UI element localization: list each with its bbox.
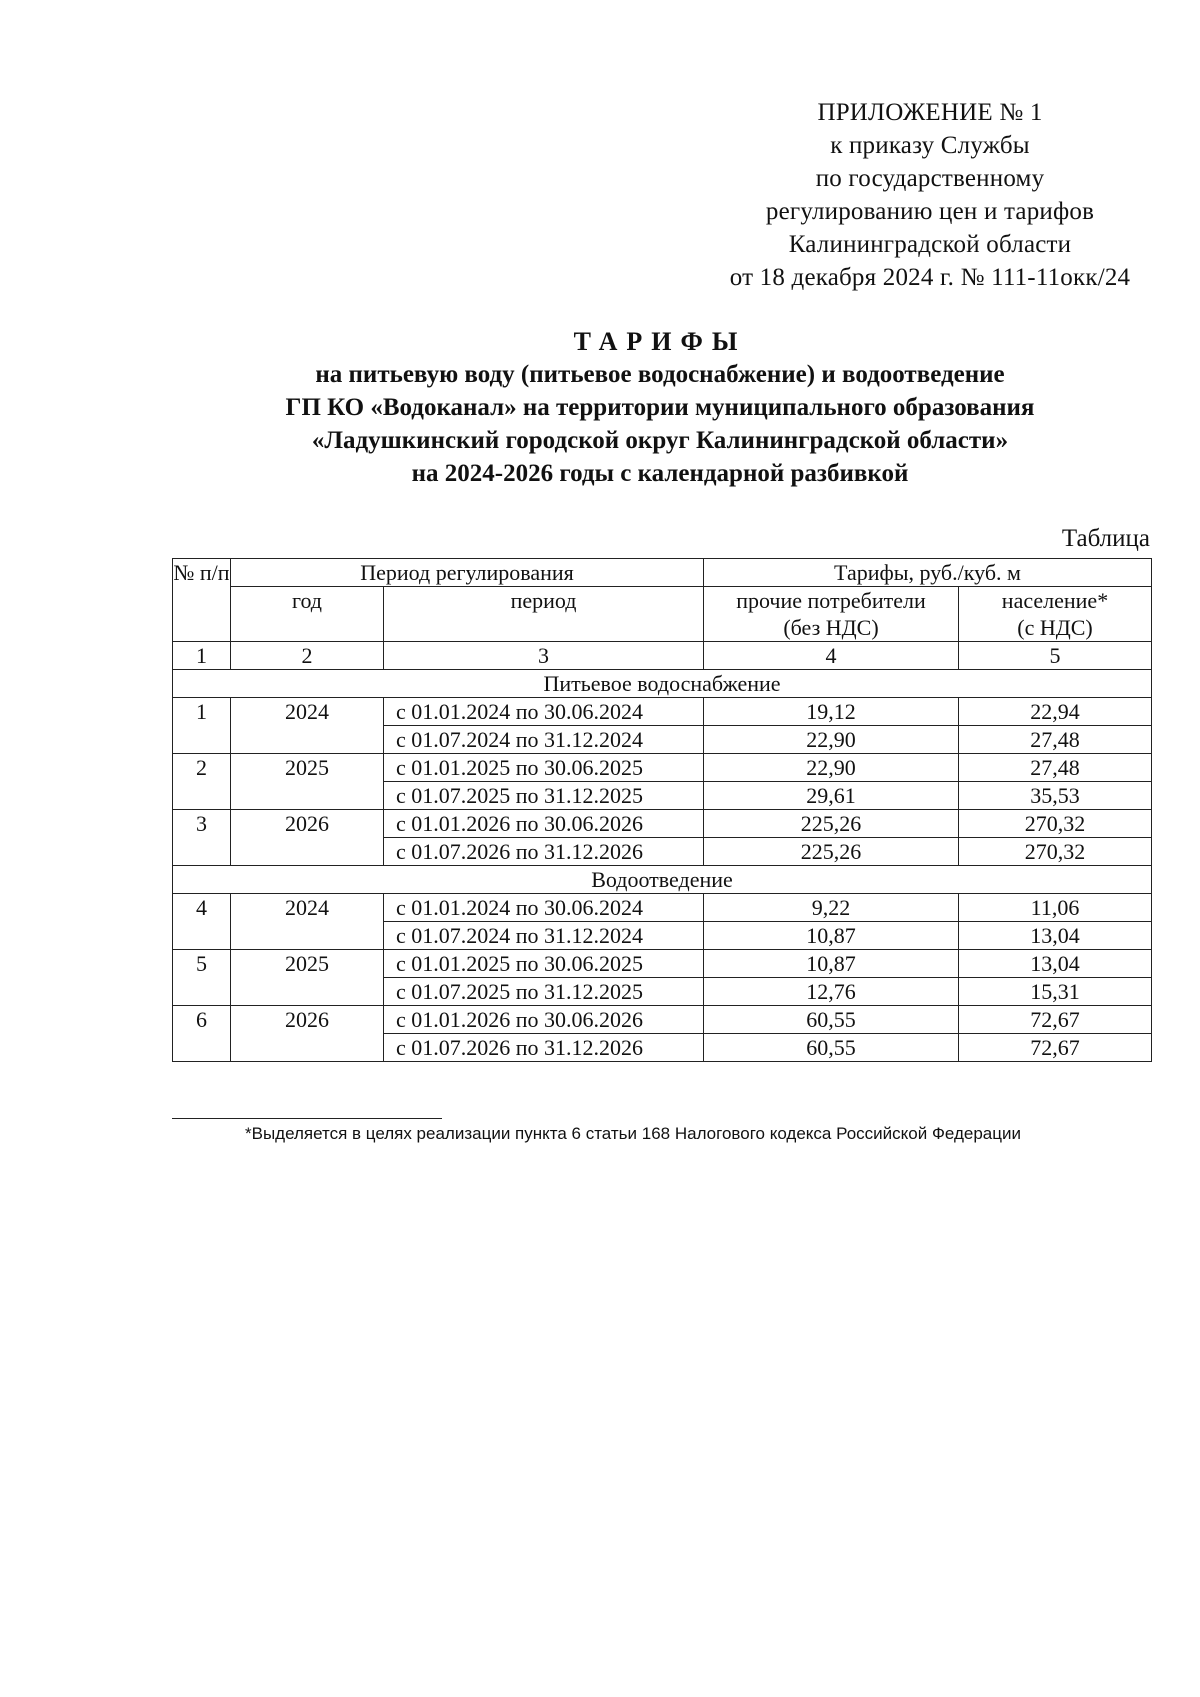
table-row	[173, 782, 1152, 810]
section-row	[173, 866, 1152, 894]
row-other-consumers-tariff: 22,90	[704, 754, 959, 782]
appendix-line: к приказу Службы	[830, 132, 1030, 159]
row-number	[173, 782, 231, 810]
column-number: 3	[384, 642, 704, 670]
document-heading	[170, 325, 1150, 490]
footnote: *Выделяется в целях реализации пункта 6 статьи 168 Налогового кодекса Российской Федерации	[245, 1124, 1021, 1143]
row-other-consumers-tariff: 19,12	[704, 698, 959, 726]
row-other-consumers-tariff: 225,26	[704, 838, 959, 866]
row-period: с 01.01.2024 по 30.06.2024	[384, 894, 704, 922]
header-population-line2: (с НДС)	[1017, 615, 1093, 640]
appendix-line: по государственному	[815, 165, 1045, 192]
appendix-line: ПРИЛОЖЕНИЕ № 1	[817, 99, 1043, 126]
table-row	[173, 838, 1152, 866]
row-year	[231, 978, 384, 1006]
row-year	[231, 838, 384, 866]
row-number	[173, 978, 231, 1006]
header-row-2	[173, 587, 1152, 642]
row-number: 5	[173, 950, 231, 978]
row-number	[173, 922, 231, 950]
footnote-divider	[172, 1118, 442, 1119]
row-number: 2	[173, 754, 231, 782]
row-number	[173, 838, 231, 866]
row-other-consumers-tariff: 60,55	[704, 1034, 959, 1062]
row-other-consumers-tariff: 10,87	[704, 922, 959, 950]
table-row	[173, 950, 1152, 978]
row-year	[231, 922, 384, 950]
row-number: 3	[173, 810, 231, 838]
table-row	[173, 1034, 1152, 1062]
row-period: с 01.07.2025 по 31.12.2025	[384, 782, 704, 810]
column-number: 4	[704, 642, 959, 670]
header-population-line1: население*	[1001, 588, 1109, 613]
tariffs-table	[172, 558, 1152, 1062]
row-population-tariff: 11,06	[959, 894, 1152, 922]
row-population-tariff: 15,31	[959, 978, 1152, 1006]
row-population-tariff: 72,67	[959, 1034, 1152, 1062]
row-other-consumers-tariff: 12,76	[704, 978, 959, 1006]
row-year: 2026	[231, 810, 384, 838]
row-period: с 01.07.2024 по 31.12.2024	[384, 922, 704, 950]
row-population-tariff: 27,48	[959, 754, 1152, 782]
header-population	[959, 587, 1152, 642]
table-row	[173, 1006, 1152, 1034]
row-population-tariff: 35,53	[959, 782, 1152, 810]
row-number: 4	[173, 894, 231, 922]
row-year: 2025	[231, 950, 384, 978]
appendix-line: регулированию цен и тарифов	[765, 198, 1095, 225]
header-year: год	[231, 587, 384, 642]
row-year: 2024	[231, 698, 384, 726]
row-population-tariff: 13,04	[959, 922, 1152, 950]
table-row	[173, 726, 1152, 754]
column-number: 5	[959, 642, 1152, 670]
table-row	[173, 894, 1152, 922]
header-regulation-period: Период регулирования	[231, 559, 704, 587]
row-period: с 01.07.2024 по 31.12.2024	[384, 726, 704, 754]
section-title: Водоотведение	[173, 866, 1152, 894]
section-title: Питьевое водоснабжение	[173, 670, 1152, 698]
row-other-consumers-tariff: 60,55	[704, 1006, 959, 1034]
header-other-consumers-line2: (без НДС)	[783, 615, 879, 640]
row-period: с 01.01.2025 по 30.06.2025	[384, 754, 704, 782]
row-population-tariff: 270,32	[959, 810, 1152, 838]
row-number	[173, 726, 231, 754]
row-period: с 01.01.2026 по 30.06.2026	[384, 1006, 704, 1034]
row-year	[231, 726, 384, 754]
row-number	[173, 1034, 231, 1062]
row-other-consumers-tariff: 29,61	[704, 782, 959, 810]
heading-line: ГП КО «Водоканал» на территории муниципального образования	[285, 394, 1035, 421]
row-other-consumers-tariff: 9,22	[704, 894, 959, 922]
document-title: ТАРИФЫ	[573, 327, 747, 356]
row-period: с 01.01.2025 по 30.06.2025	[384, 950, 704, 978]
row-population-tariff: 27,48	[959, 726, 1152, 754]
table-row	[173, 978, 1152, 1006]
header-row-1	[173, 559, 1152, 587]
heading-line: на питьевую воду (питьевое водоснабжение) и водоотведение	[315, 361, 1005, 388]
header-other-consumers-line1: прочие потребители	[736, 588, 926, 613]
row-other-consumers-tariff: 10,87	[704, 950, 959, 978]
row-population-tariff: 22,94	[959, 698, 1152, 726]
column-number: 1	[173, 642, 231, 670]
tariffs-table-body	[173, 559, 1152, 1062]
row-other-consumers-tariff: 225,26	[704, 810, 959, 838]
row-period: с 01.07.2026 по 31.12.2026	[384, 1034, 704, 1062]
row-period: с 01.07.2026 по 31.12.2026	[384, 838, 704, 866]
header-no-text: № п/п	[173, 560, 230, 585]
row-population-tariff: 270,32	[959, 838, 1152, 866]
table-caption: Таблица	[1061, 525, 1150, 552]
row-year: 2026	[231, 1006, 384, 1034]
column-numbers-row	[173, 642, 1152, 670]
row-year	[231, 782, 384, 810]
row-population-tariff: 72,67	[959, 1006, 1152, 1034]
table-row	[173, 754, 1152, 782]
header-period: период	[384, 587, 704, 642]
header-tariffs: Тарифы, руб./куб. м	[704, 559, 1152, 587]
row-year: 2024	[231, 894, 384, 922]
row-year: 2025	[231, 754, 384, 782]
appendix-line: от 18 декабря 2024 г. № 111-11окк/24	[729, 264, 1131, 291]
heading-line: на 2024-2026 годы с календарной разбивкой	[411, 460, 909, 487]
appendix-line: Калининградской области	[788, 231, 1072, 258]
header-no	[173, 559, 231, 642]
row-other-consumers-tariff: 22,90	[704, 726, 959, 754]
header-other-consumers	[704, 587, 959, 642]
table-row	[173, 922, 1152, 950]
row-number: 6	[173, 1006, 231, 1034]
table-row	[173, 810, 1152, 838]
row-number: 1	[173, 698, 231, 726]
heading-line: «Ладушкинский городской округ Калининградской области»	[311, 427, 1009, 454]
row-period: с 01.01.2026 по 30.06.2026	[384, 810, 704, 838]
row-year	[231, 1034, 384, 1062]
section-row	[173, 670, 1152, 698]
row-period: с 01.07.2025 по 31.12.2025	[384, 978, 704, 1006]
row-population-tariff: 13,04	[959, 950, 1152, 978]
row-period: с 01.01.2024 по 30.06.2024	[384, 698, 704, 726]
table-row	[173, 698, 1152, 726]
appendix-block	[680, 96, 1180, 294]
column-number: 2	[231, 642, 384, 670]
